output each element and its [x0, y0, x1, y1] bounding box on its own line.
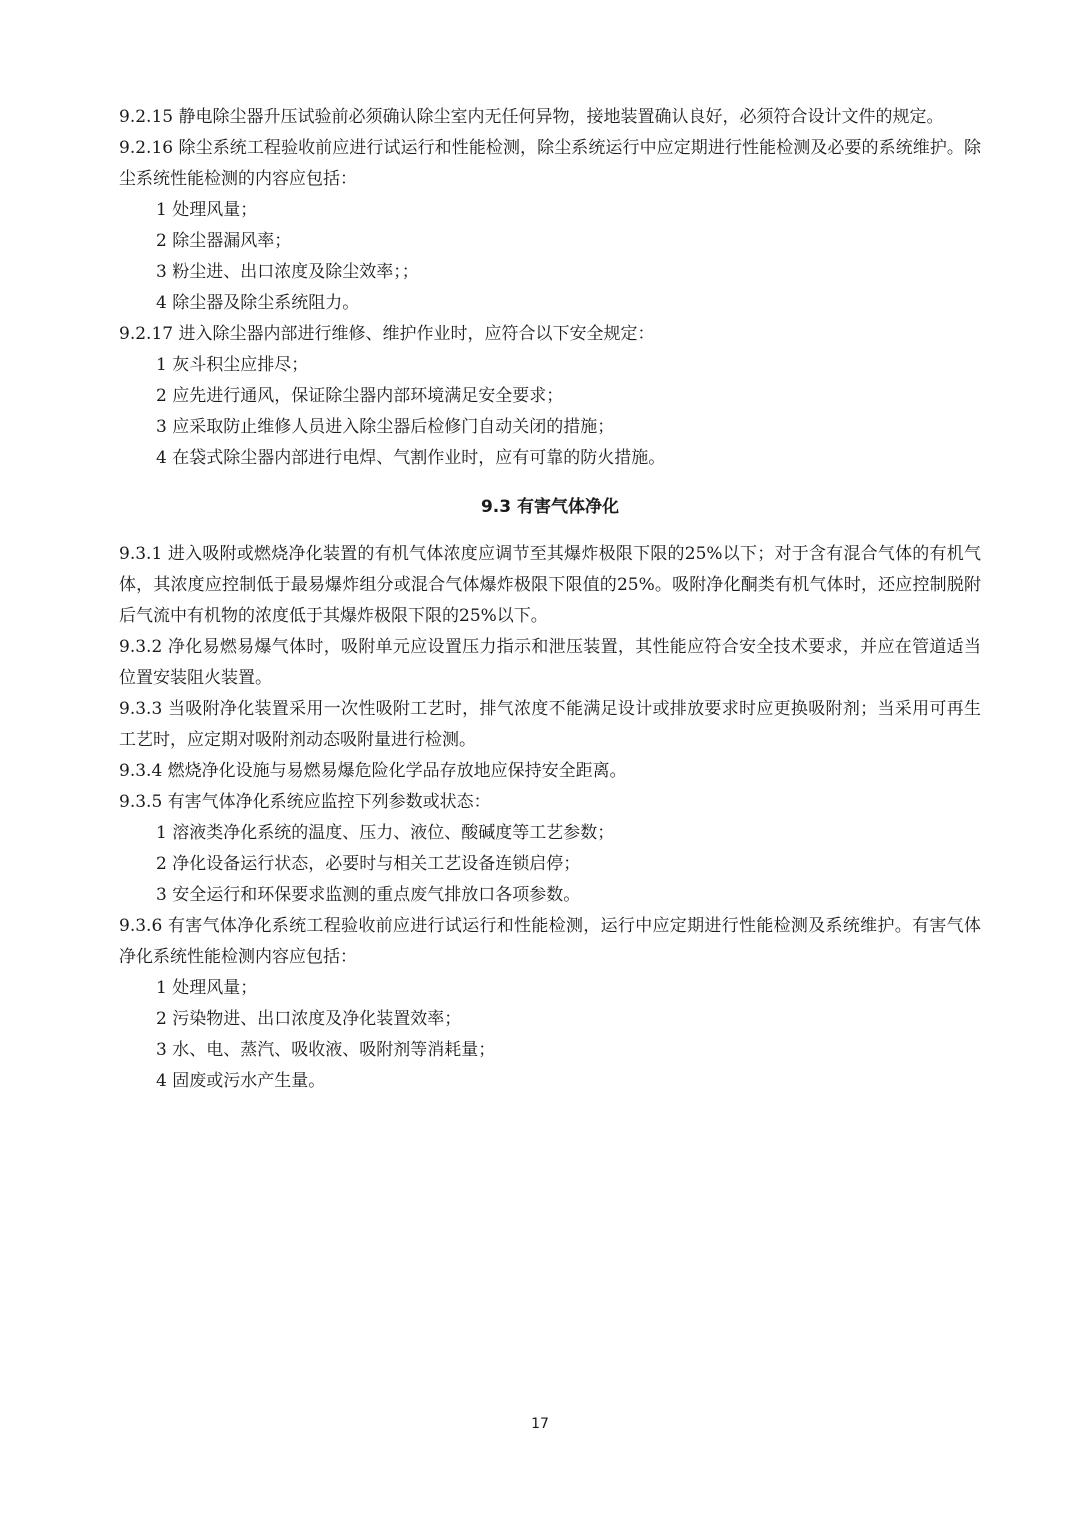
- clause-list-item: 2 净化设备运行状态，必要时与相关工艺设备连锁启停；: [156, 854, 581, 874]
- clause-paragraph: 9.2.17 进入除尘器内部进行维修、维护作业时，应符合以下安全规定：: [119, 324, 655, 344]
- clause-paragraph: 9.3.5 有害气体净化系统应监控下列参数或状态：: [119, 792, 491, 812]
- clause-list-item: 3 应采取防止维修人员进入除尘器后检修门自动关闭的措施；: [156, 417, 615, 437]
- clause-list-item: 2 应先进行通风，保证除尘器内部环境满足安全要求；: [156, 386, 564, 406]
- clause-list-item: 3 水、电、蒸汽、吸收液、吸附剂等消耗量；: [156, 1040, 496, 1060]
- clause-paragraph: 9.2.15 静电除尘器升压试验前必须确认除尘室内无任何异物，接地装置确认良好，必须符合设计文件的规定。: [119, 107, 944, 127]
- clause-paragraph: 9.3.6 有害气体净化系统工程验收前应进行试运行和性能检测，运行中应定期进行性能检测及系统维护。有害气体净化系统性能检测内容应包括：: [119, 916, 981, 967]
- section-heading-9-3: 9.3 有害气体净化: [480, 497, 620, 517]
- clause-list-item: 1 溶液类净化系统的温度、压力、液位、酸碱度等工艺参数；: [156, 823, 615, 843]
- clause-paragraph: 9.3.1 进入吸附或燃烧净化装置的有机气体浓度应调节至其爆炸极限下限的25%以下；对于含有混合气体的有机气体，其浓度应控制低于最易爆炸组分或混合气体爆炸极限下限值的25%。吸附净化酮类有机气体时，还应控制脱附后气流中有机物的浓度低于其爆炸极限下限的25%以下。: [119, 544, 981, 626]
- clause-list-item: 2 除尘器漏风率；: [156, 231, 292, 251]
- clause-list-item: 3 安全运行和环保要求监测的重点废气排放口各项参数。: [156, 885, 581, 905]
- clause-list-item: 4 在袋式除尘器内部进行电焊、气割作业时，应有可靠的防火措施。: [156, 448, 666, 468]
- section-9-2: [119, 102, 981, 474]
- clause-paragraph: 9.3.3 当吸附净化装置采用一次性吸附工艺时，排气浓度不能满足设计或排放要求时应更换吸附剂；当采用可再生工艺时，应定期对吸附剂动态吸附量进行检测。: [119, 699, 981, 750]
- clause-list-item: 3 粉尘进、出口浓度及除尘效率；；: [156, 262, 419, 282]
- clause-list-item: 4 固废或污水产生量。: [156, 1071, 326, 1091]
- clause-list-item: 4 除尘器及除尘系统阻力。: [156, 293, 360, 313]
- clause-list-item: 1 灰斗积尘应排尽；: [156, 355, 309, 375]
- section-9-3: [119, 539, 981, 1097]
- clause-paragraph: 9.2.16 除尘系统工程验收前应进行试运行和性能检测，除尘系统运行中应定期进行性能检测及必要的系统维护。除尘系统性能检测的内容应包括：: [119, 138, 981, 189]
- page-content: [119, 102, 981, 1097]
- clause-list-item: 1 处理风量；: [156, 978, 258, 998]
- clause-list-item: 2 污染物进、出口浓度及净化装置效率；: [156, 1009, 462, 1029]
- clause-paragraph: 9.3.2 净化易燃易爆气体时，吸附单元应设置压力指示和泄压装置，其性能应符合安全技术要求，并应在管道适当位置安装阻火装置。: [119, 637, 981, 688]
- page-number: 17: [531, 1416, 549, 1432]
- clause-paragraph: 9.3.4 燃烧净化设施与易燃易爆危险化学品存放地应保持安全距离。: [119, 761, 627, 781]
- clause-list-item: 1 处理风量；: [156, 200, 258, 220]
